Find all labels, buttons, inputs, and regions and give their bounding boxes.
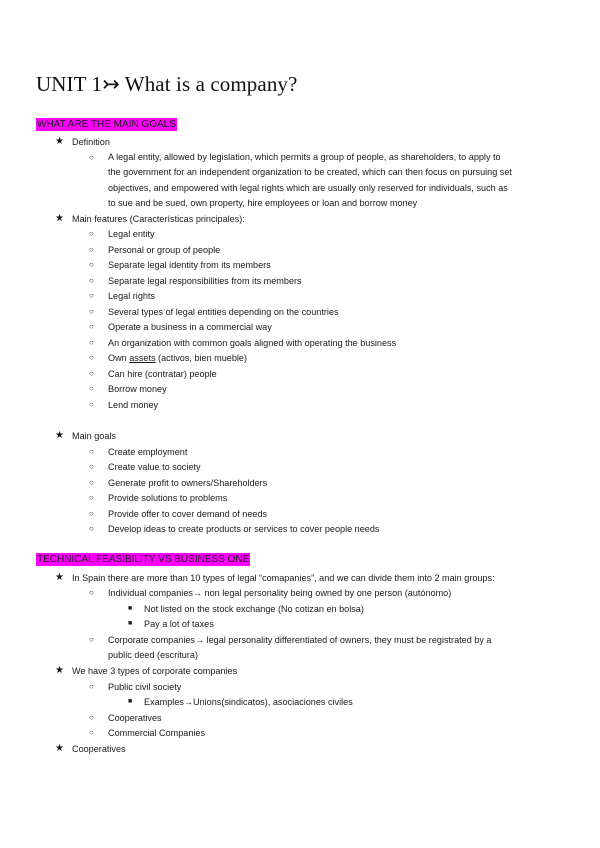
goal-item: Provide solutions to problems — [108, 493, 228, 503]
individual-companies-text: Individual companies→ non legal personality being owned by one person (autónomo) — [108, 588, 452, 598]
circle-bullet-icon: ○ — [89, 509, 94, 518]
circle-bullet-icon: ○ — [89, 493, 94, 502]
feature-item: Lend money — [108, 400, 159, 410]
goal-item: Provide offer to cover demand of needs — [108, 509, 268, 519]
definition-line: objectives, and empowered with legal rights which are usually only reserved for individuals, such as — [108, 183, 508, 193]
circle-bullet-icon: ○ — [89, 635, 94, 644]
circle-bullet-icon: ○ — [89, 462, 94, 471]
features-label: Main features (Características principales): — [72, 214, 245, 224]
star-bullet-icon: ★ — [55, 665, 64, 676]
circle-bullet-icon: ○ — [89, 338, 94, 347]
examples-text: Examples→Unions(sindicatos), asociaciones civiles — [144, 697, 353, 707]
circle-bullet-icon: ○ — [89, 384, 94, 393]
circle-bullet-icon: ○ — [89, 524, 94, 533]
feature-item: Separate legal identity from its members — [108, 260, 271, 270]
circle-bullet-icon: ○ — [89, 478, 94, 487]
assets-prefix: Own — [108, 353, 130, 363]
definition-line: to sue and be sued, own property, hire employees or loan and borrow money — [108, 198, 418, 208]
feature-item: Separate legal responsibilities from its members — [108, 276, 302, 286]
assets-suffix: (activos, bien mueble) — [155, 353, 248, 363]
circle-bullet-icon: ○ — [89, 369, 94, 378]
circle-bullet-icon: ○ — [89, 276, 94, 285]
circle-bullet-icon: ○ — [89, 400, 94, 409]
corporate-companies-line: Corporate companies→ legal personality differentiated of owners, they must be registrated by a — [108, 635, 492, 645]
feature-item: Operate a business in a commercial way — [108, 322, 272, 332]
feature-item: Personal or group of people — [108, 245, 221, 255]
commercial-companies-item: Commercial Companies — [108, 728, 206, 738]
feature-item: Legal entity — [108, 229, 155, 239]
goal-item: Create value to society — [108, 462, 201, 472]
assets-word: assets — [129, 353, 156, 363]
cooperatives-item: Cooperatives — [108, 713, 162, 723]
circle-bullet-icon: ○ — [89, 713, 94, 722]
circle-bullet-icon: ○ — [89, 353, 94, 362]
star-bullet-icon: ★ — [55, 572, 64, 583]
star-bullet-icon: ★ — [55, 136, 64, 147]
individual-sub-item: Pay a lot of taxes — [144, 619, 214, 629]
section-heading-feasibility: TECHNICAL FEASIBILITY VS BUSINESS ONE — [37, 554, 250, 565]
star-bullet-icon: ★ — [55, 430, 64, 441]
circle-bullet-icon: ○ — [89, 447, 94, 456]
page-title: UNIT 1↣ What is a company? — [36, 72, 298, 96]
section-heading-main-goals: WHAT ARE THE MAIN GOALS — [37, 119, 176, 130]
corporate-types-label: We have 3 types of corporate companies — [72, 666, 238, 676]
circle-bullet-icon: ○ — [89, 307, 94, 316]
definition-label: Definition — [72, 137, 110, 147]
feature-item: Can hire (contratar) people — [108, 369, 217, 379]
square-bullet-icon: ■ — [128, 620, 133, 627]
public-civil-society: Public civil society — [108, 682, 182, 692]
individual-sub-item: Not listed on the stock exchange (No cotizan en bolsa) — [144, 604, 364, 614]
circle-bullet-icon: ○ — [89, 260, 94, 269]
circle-bullet-icon: ○ — [89, 322, 94, 331]
circle-bullet-icon: ○ — [89, 728, 94, 737]
spain-types-text: In Spain there are more than 10 types of legal “comapanies”, and we can divide them into 2 main groups: — [72, 573, 495, 583]
feature-item-assets — [108, 352, 247, 364]
feature-item: Borrow money — [108, 384, 167, 394]
circle-bullet-icon: ○ — [89, 682, 94, 691]
feature-item: Legal rights — [108, 291, 156, 301]
circle-bullet-icon: ○ — [89, 245, 94, 254]
star-bullet-icon: ★ — [55, 743, 64, 754]
square-bullet-icon: ■ — [128, 698, 133, 705]
feature-item: An organization with common goals aligned with operating the business — [108, 338, 397, 348]
goal-item: Develop ideas to create products or services to cover people needs — [108, 524, 380, 534]
cooperatives-label: Cooperatives — [72, 744, 126, 754]
circle-bullet-icon: ○ — [89, 153, 94, 162]
goal-item: Create employment — [108, 447, 188, 457]
circle-bullet-icon: ○ — [89, 291, 94, 300]
circle-bullet-icon: ○ — [89, 588, 94, 597]
feature-item: Several types of legal entities depending on the countries — [108, 307, 339, 317]
goal-item: Generate profit to owners/Shareholders — [108, 478, 268, 488]
definition-line: A legal entity, allowed by legislation, which permits a group of people, as shareholders, to apply to — [108, 152, 501, 162]
star-bullet-icon: ★ — [55, 213, 64, 224]
goals-label: Main goals — [72, 431, 116, 441]
circle-bullet-icon: ○ — [89, 229, 94, 238]
corporate-companies-line: public deed (escritura) — [108, 650, 198, 660]
square-bullet-icon: ■ — [128, 605, 133, 612]
definition-line: the government for an independent organization to be created, which can then focus on pursuing set — [108, 167, 512, 177]
